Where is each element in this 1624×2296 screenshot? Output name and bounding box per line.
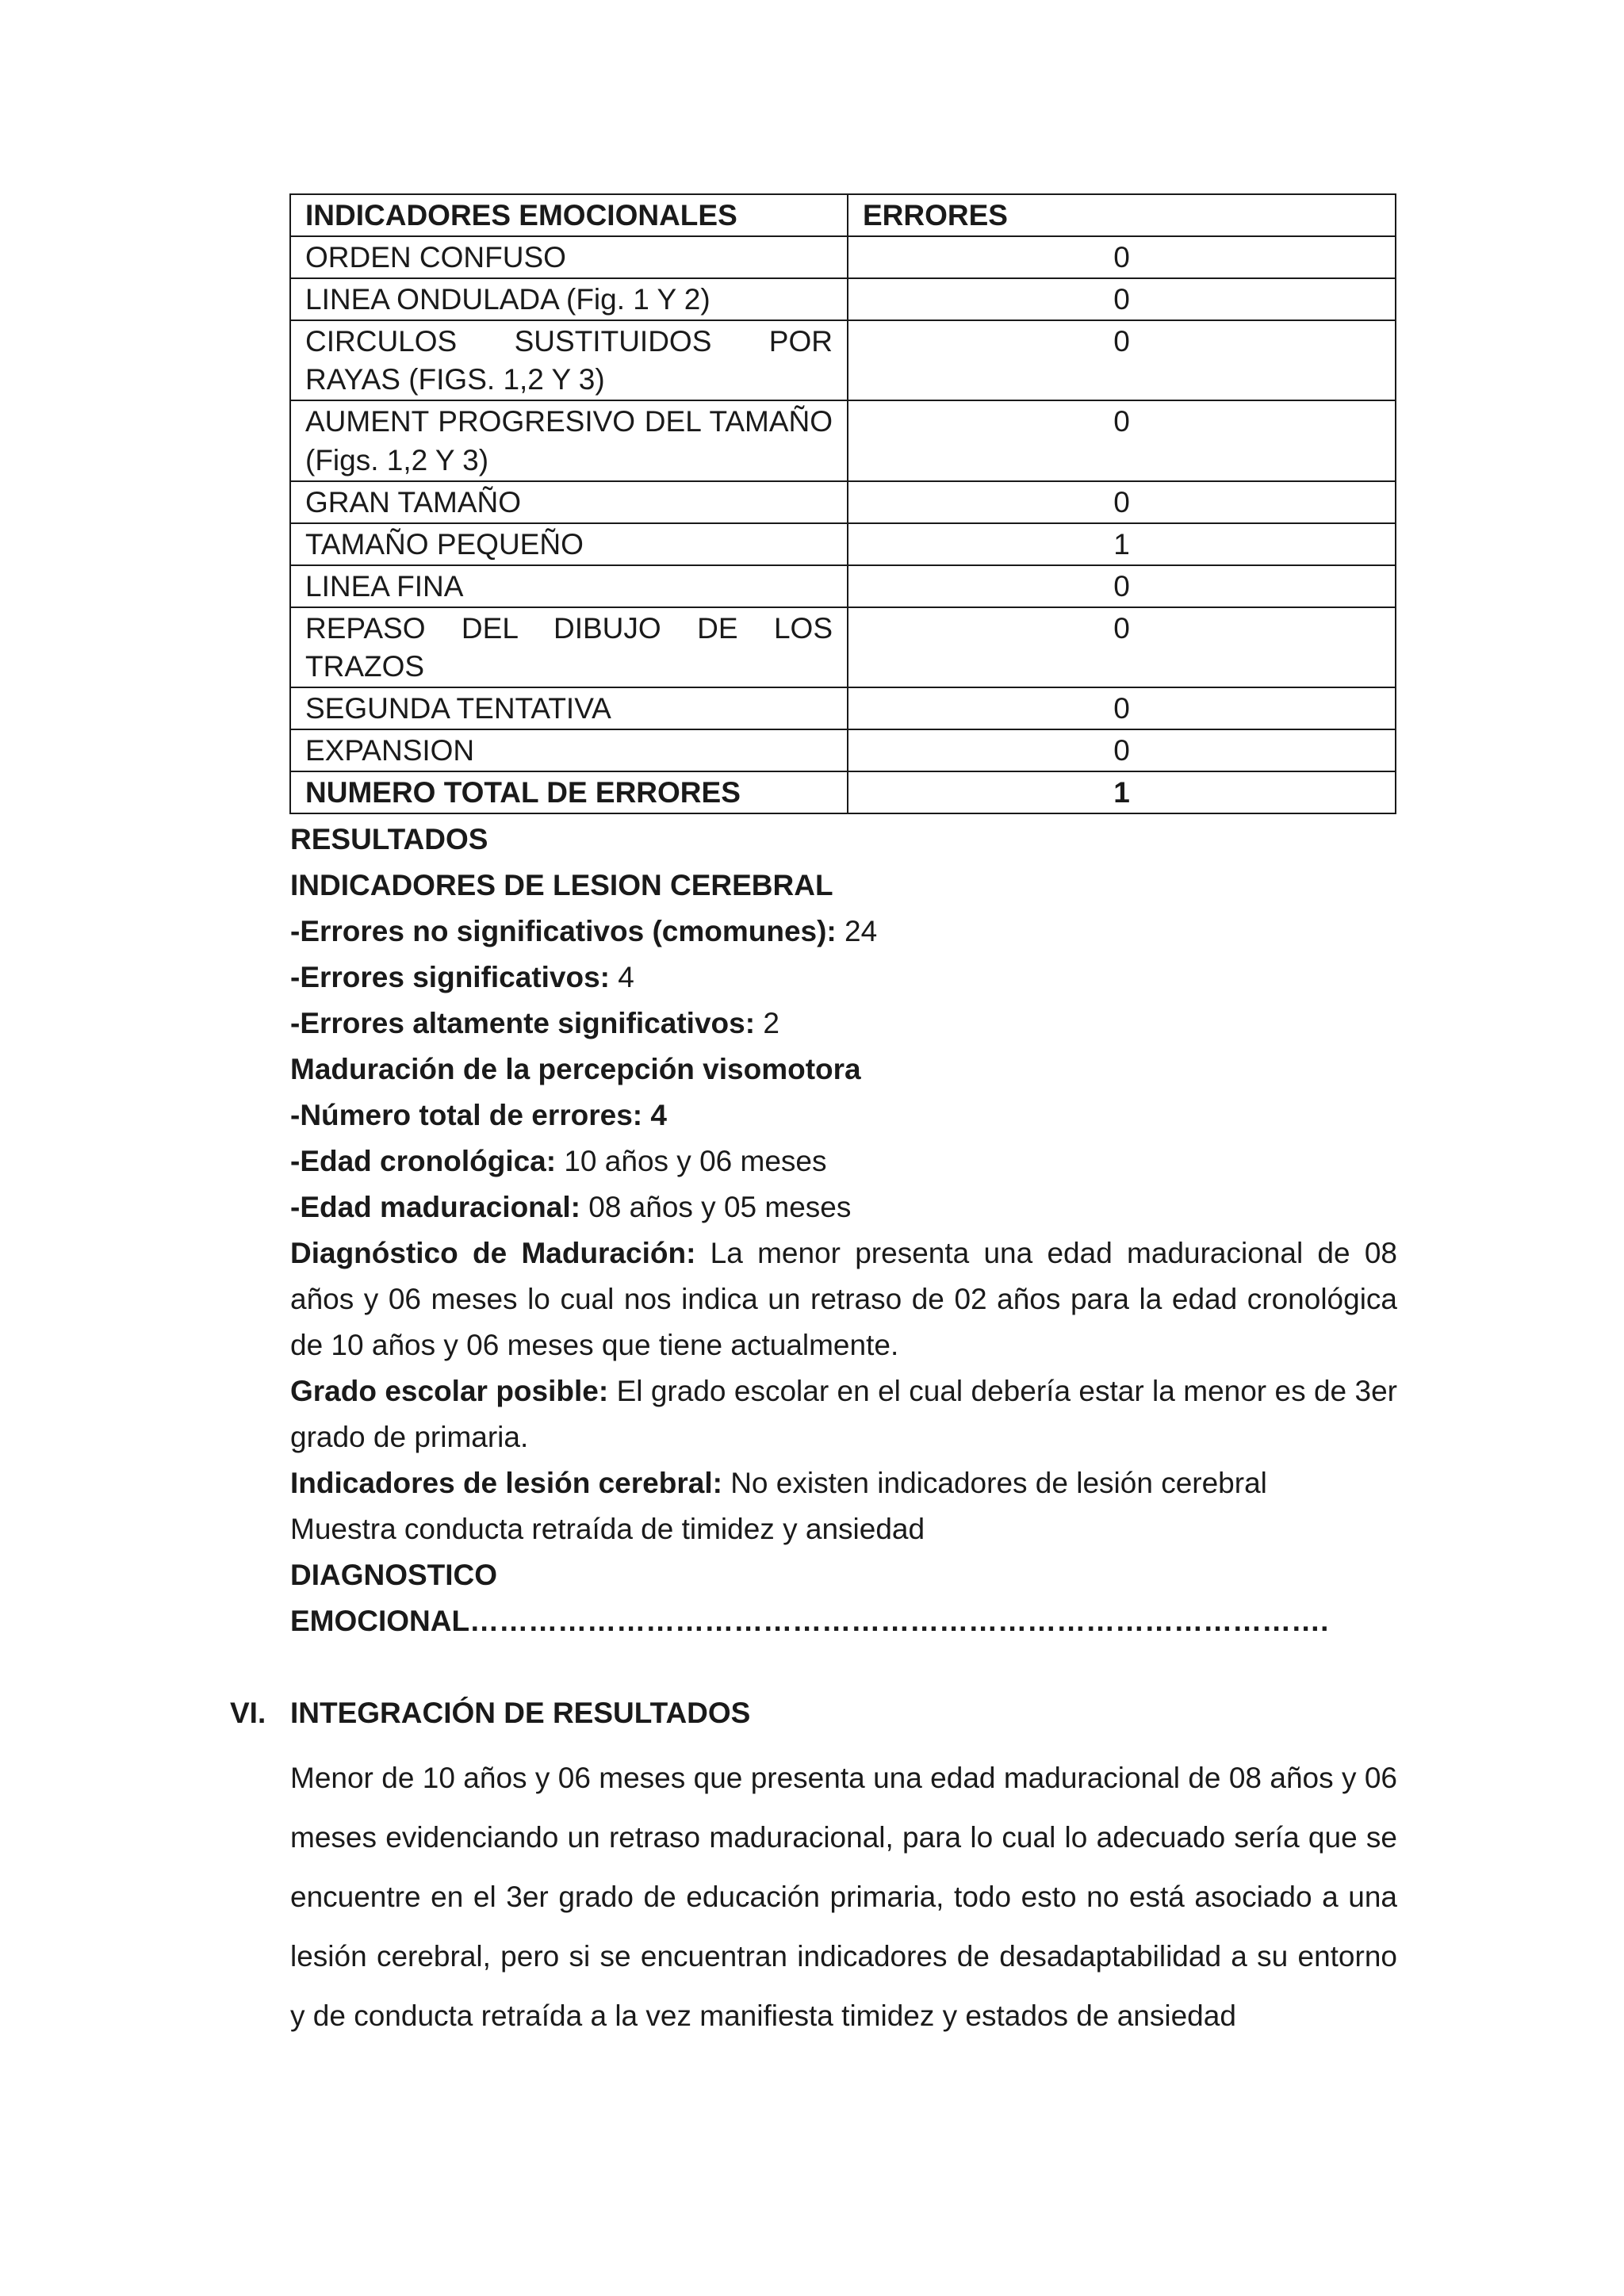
indicator-cell: SEGUNDA TENTATIVA [290,687,848,729]
indicator-cell: GRAN TAMAÑO [290,481,848,523]
section-number: VI. [230,1697,266,1729]
table-row [290,565,1396,607]
errors-cell: 0 [848,607,1396,687]
total-errors: -Número total de errores: 4 [290,1099,667,1131]
maturation-title: Maduración de la percepción visomotora [290,1053,861,1085]
table-row [290,236,1396,278]
behavior-note: Muestra conducta retraída de timidez y ansiedad [290,1513,925,1545]
errors-cell: 0 [848,729,1396,771]
lesion-indicators-title: INDICADORES DE LESION CEREBRAL [290,869,833,901]
table-row [290,729,1396,771]
table-row [290,523,1396,565]
table-header-row [290,194,1396,236]
indicator-cell: ORDEN CONFUSO [290,236,848,278]
possible-grade [290,1368,1397,1460]
indicator-cell: AUMENT PROGRESIVO DEL TAMAÑO (Figs. 1,2 Y 3) [290,400,848,480]
table-row [290,607,1396,687]
maturation-diagnosis-value: La menor presenta una edad maduracional de 08 años y 06 meses lo cual nos indica un retraso de 02 años para la edad cronológica de 10 años y 06 meses que tiene actualmente. [290,1237,1397,1361]
brain-lesion-label: Indicadores de lesión cerebral: [290,1467,722,1499]
total-value-cell: 1 [848,771,1396,813]
errors-cell: 0 [848,687,1396,729]
highly-significant-errors [290,1001,1397,1047]
non-significant-errors-label: -Errores no significativos (cmomunes): [290,915,837,947]
errors-cell: 0 [848,565,1396,607]
indicator-cell: LINEA FINA [290,565,848,607]
section-heading [230,1690,750,1736]
results-title: RESULTADOS [290,823,488,855]
table-row [290,481,1396,523]
significant-errors-value: 4 [618,961,634,993]
table-row [290,278,1396,320]
non-significant-errors-value: 24 [845,915,878,947]
maturation-diagnosis [290,1230,1397,1368]
table-total-row [290,771,1396,813]
total-label-cell: NUMERO TOTAL DE ERRORES [290,771,848,813]
indicator-cell: CIRCULOS SUSTITUIDOS POR RAYAS (FIGS. 1,2 Y 3) [290,320,848,400]
maturation-diagnosis-label: Diagnóstico de Maduración: [290,1237,696,1269]
errors-cell: 1 [848,523,1396,565]
table-row [290,320,1396,400]
possible-grade-value: El grado escolar en el cual debería estar la menor es de 3er grado de primaria. [290,1375,1397,1453]
possible-grade-label: Grado escolar posible: [290,1375,609,1407]
maturational-age [290,1184,1397,1230]
brain-lesion-value: No existen indicadores de lesión cerebral [730,1467,1267,1499]
emotional-diagnosis: DIAGNOSTICO EMOCIONAL……………………………………………………………………………. [290,1559,1329,1637]
errors-cell: 0 [848,481,1396,523]
integration-paragraph: Menor de 10 años y 06 meses que presenta una edad maduracional de 08 años y 06 meses evidenciando un retraso maduracional, para lo cual lo adecuado sería que se encuentre en el 3er grado de educación primaria, todo esto no está asociado a una lesión cerebral, pero si se encuentran indicadores de desadaptabilidad a su entorno y de conducta retraída a la vez manifiesta timidez y estados de ansiedad [290,1762,1397,2032]
section-title: INTEGRACIÓN DE RESULTADOS [290,1697,751,1729]
header-errors: ERRORES [848,194,1396,236]
results-section [290,817,1397,1644]
header-indicators: INDICADORES EMOCIONALES [290,194,848,236]
emotional-indicators-table [289,193,1396,814]
errors-cell: 0 [848,320,1396,400]
maturational-age-value: 08 años y 05 meses [588,1191,852,1223]
highly-significant-errors-label: -Errores altamente significativos: [290,1007,756,1039]
errors-cell: 0 [848,400,1396,480]
indicator-cell: TAMAÑO PEQUEÑO [290,523,848,565]
brain-lesion-indicators [290,1460,1397,1506]
errors-cell: 0 [848,236,1396,278]
chronological-age-label: -Edad cronológica: [290,1145,557,1177]
significant-errors [290,955,1397,1001]
non-significant-errors [290,909,1397,955]
table-row [290,400,1396,480]
indicator-cell: EXPANSION [290,729,848,771]
significant-errors-label: -Errores significativos: [290,961,611,993]
table-row [290,687,1396,729]
errors-cell: 0 [848,278,1396,320]
chronological-age [290,1138,1397,1184]
maturational-age-label: -Edad maduracional: [290,1191,580,1223]
indicator-cell: LINEA ONDULADA (Fig. 1 Y 2) [290,278,848,320]
chronological-age-value: 10 años y 06 meses [564,1145,827,1177]
indicator-cell: REPASO DEL DIBUJO DE LOS TRAZOS [290,607,848,687]
highly-significant-errors-value: 2 [763,1007,779,1039]
